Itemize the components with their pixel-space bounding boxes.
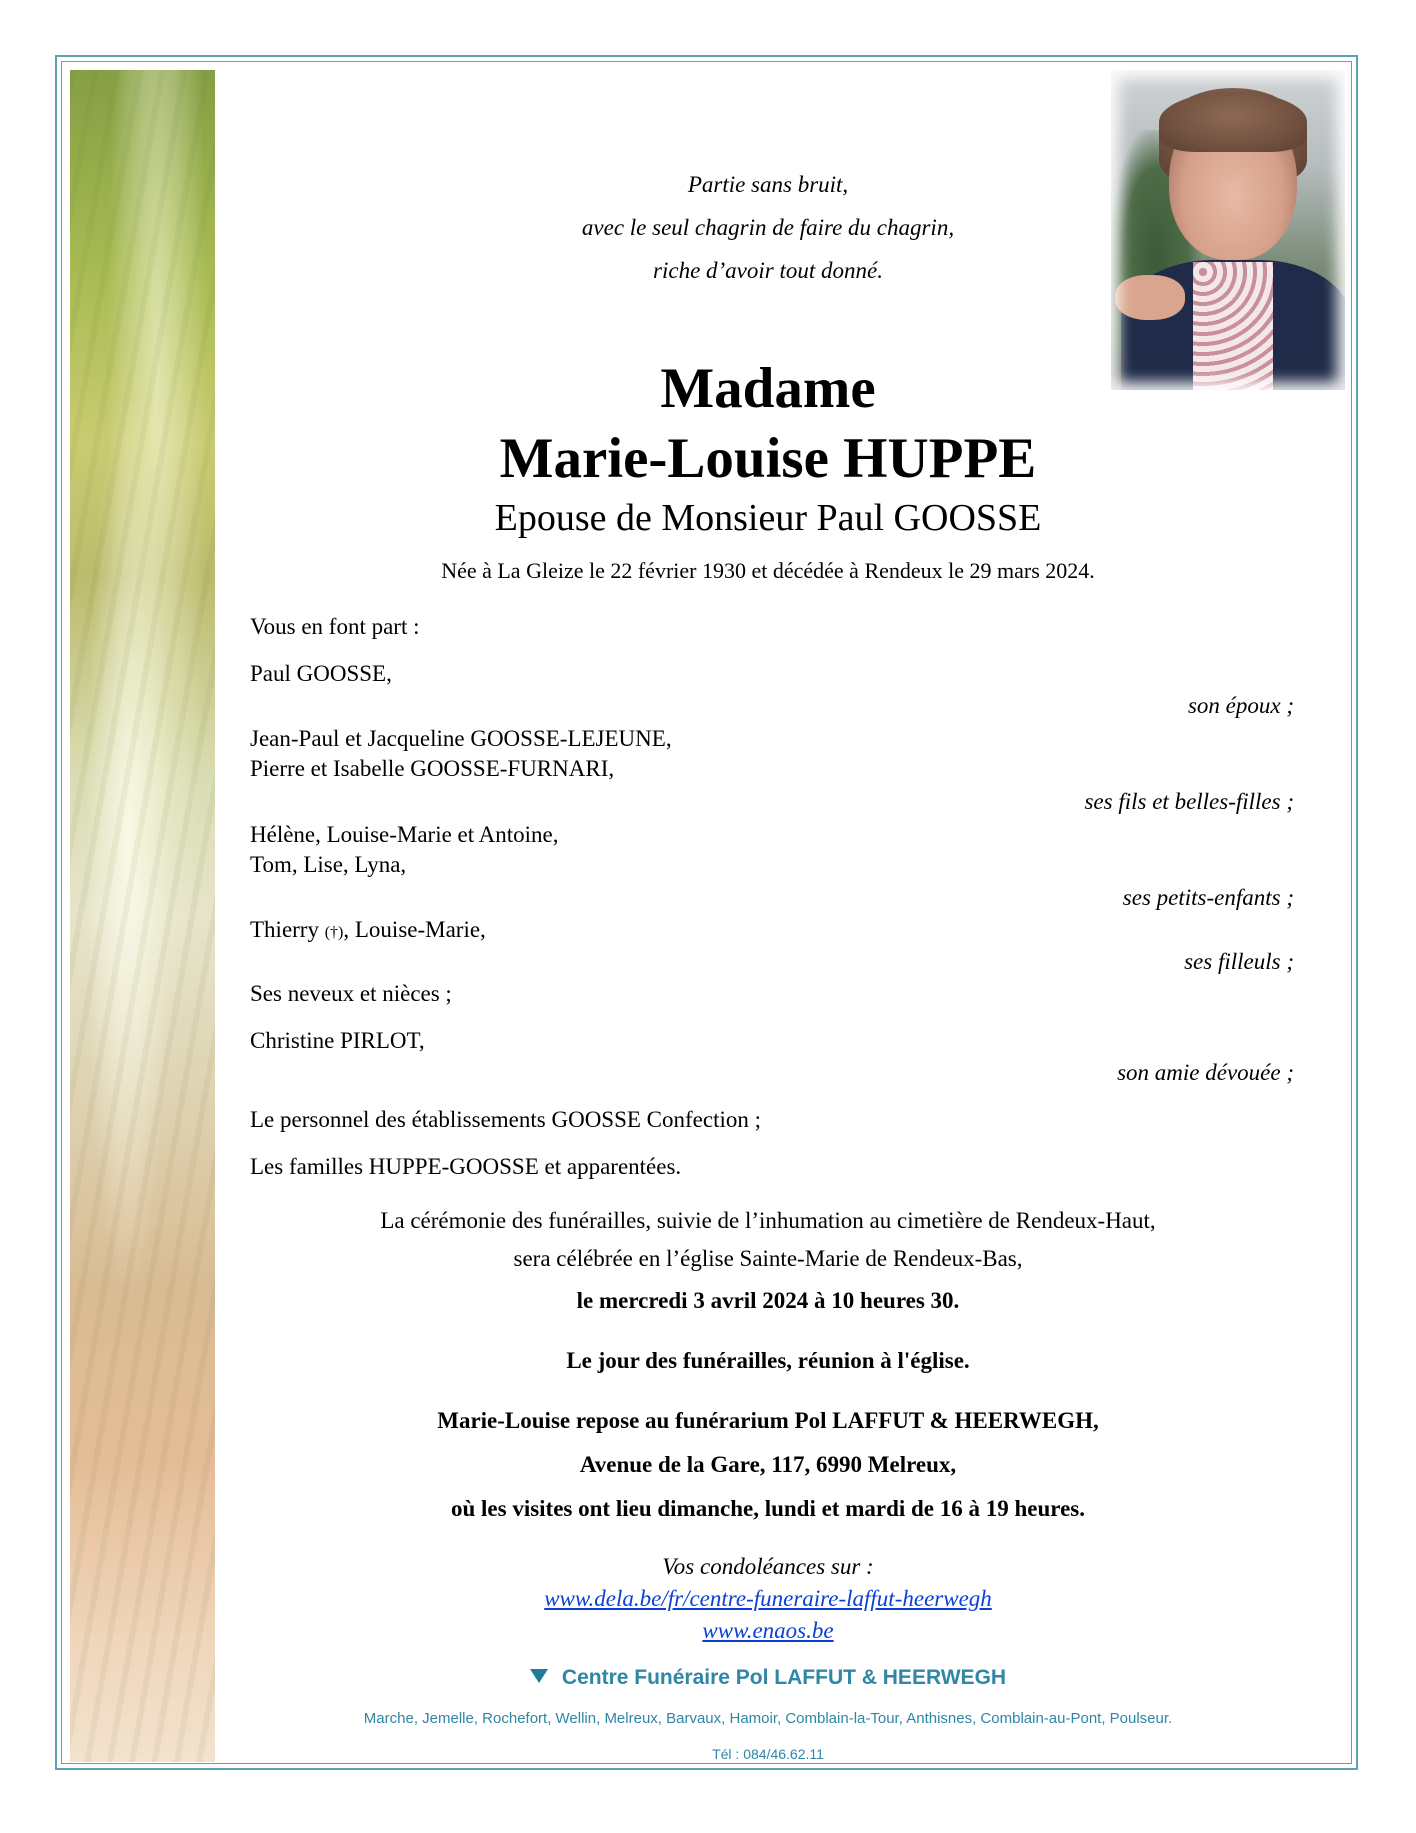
condolences-link-dela[interactable]: www.dela.be/fr/centre-funeraire-laffut-heerwegh: [544, 1586, 992, 1611]
godchild-name: Thierry: [250, 917, 319, 942]
announcer-friend: Christine PIRLOT,: [250, 1028, 425, 1053]
repose-line-1: Marie-Louise repose au funérarium Pol LAFFUT & HEERWEGH,: [437, 1408, 1099, 1433]
relation-friend: son amie dévouée ;: [1117, 1060, 1294, 1085]
ceremony-datetime: le mercredi 3 avril 2024 à 10 heures 30.: [576, 1288, 960, 1313]
announcer-spouse: Paul GOOSSE,: [250, 661, 392, 686]
relation-spouse: son époux ;: [1187, 693, 1294, 718]
deceased-name: Marie-Louise HUPPE: [499, 427, 1037, 490]
repose-line-3: où les visites ont lieu dimanche, lundi et mardi de 16 à 19 heures.: [450, 1496, 1086, 1521]
funeral-center-name: [248, 1664, 1288, 1692]
relation-grandchildren: ses petits-enfants ;: [1122, 885, 1294, 910]
poem-line: riche d’avoir tout donné.: [653, 258, 883, 283]
triangle-down-icon: [530, 1669, 548, 1683]
announcer-families: Les familles HUPPE-GOOSSE et apparentées.: [250, 1154, 682, 1179]
announcer-nephews: Ses neveux et nièces ;: [250, 981, 452, 1006]
announcer-children-1: Jean-Paul et Jacqueline GOOSSE-LEJEUNE,: [250, 726, 672, 751]
ceremony-line-1: La cérémonie des funérailles, suivie de l’inhumation au cimetière de Rendeux-Haut,: [380, 1208, 1156, 1233]
birth-death-line: Née à La Gleize le 22 février 1930 et décédée à Rendeux le 29 mars 2024.: [441, 558, 1095, 583]
condolences-link-enaos[interactable]: www.enaos.be: [702, 1618, 834, 1643]
announcer-godchildren: [250, 915, 486, 948]
announcer-staff: Le personnel des établissements GOOSSE Confection ;: [250, 1107, 762, 1132]
funeral-center-title: Centre Funéraire Pol LAFFUT & HEERWEGH: [561, 1666, 1007, 1689]
ceremony-line-2: sera célébrée en l’église Sainte-Marie de Rendeux-Bas,: [513, 1246, 1023, 1271]
announcer-grandchildren-1: Hélène, Louise-Marie et Antoine,: [250, 822, 559, 847]
repose-line-2: Avenue de la Gare, 117, 6990 Melreux,: [579, 1452, 957, 1477]
condolences-label: Vos condoléances sur :: [662, 1554, 874, 1579]
poem: [248, 163, 1288, 292]
deceased-dagger: (†): [324, 924, 344, 941]
poem-line: avec le seul chagrin de faire du chagrin,: [581, 215, 955, 240]
relation-children: ses fils et belles-filles ;: [1084, 789, 1294, 814]
godchild-name: , Louise-Marie,: [343, 917, 486, 942]
funeral-center-phone: Tél : 084/46.62.11: [712, 1746, 824, 1762]
funeral-center-towns: Marche, Jemelle, Rochefort, Wellin, Melreux, Barvaux, Hamoir, Comblain-la-Tour, Anthisnes, Comblain-au-Pont, Poulseur.: [363, 1710, 1173, 1727]
announcer-grandchildren-2: Tom, Lise, Lyna,: [250, 852, 407, 877]
honorific: Madame: [660, 357, 876, 420]
poem-line: Partie sans bruit,: [687, 172, 849, 197]
spouse-line: Epouse de Monsieur Paul GOOSSE: [494, 497, 1042, 539]
announcer-children-2: Pierre et Isabelle GOOSSE-FURNARI,: [250, 756, 615, 781]
forest-path-image: [70, 70, 215, 1762]
relation-godchildren: ses filleuls ;: [1184, 949, 1294, 974]
announcers-intro: Vous en font part :: [250, 614, 420, 639]
ceremony-meeting: Le jour des funérailles, réunion à l'église.: [566, 1348, 970, 1373]
